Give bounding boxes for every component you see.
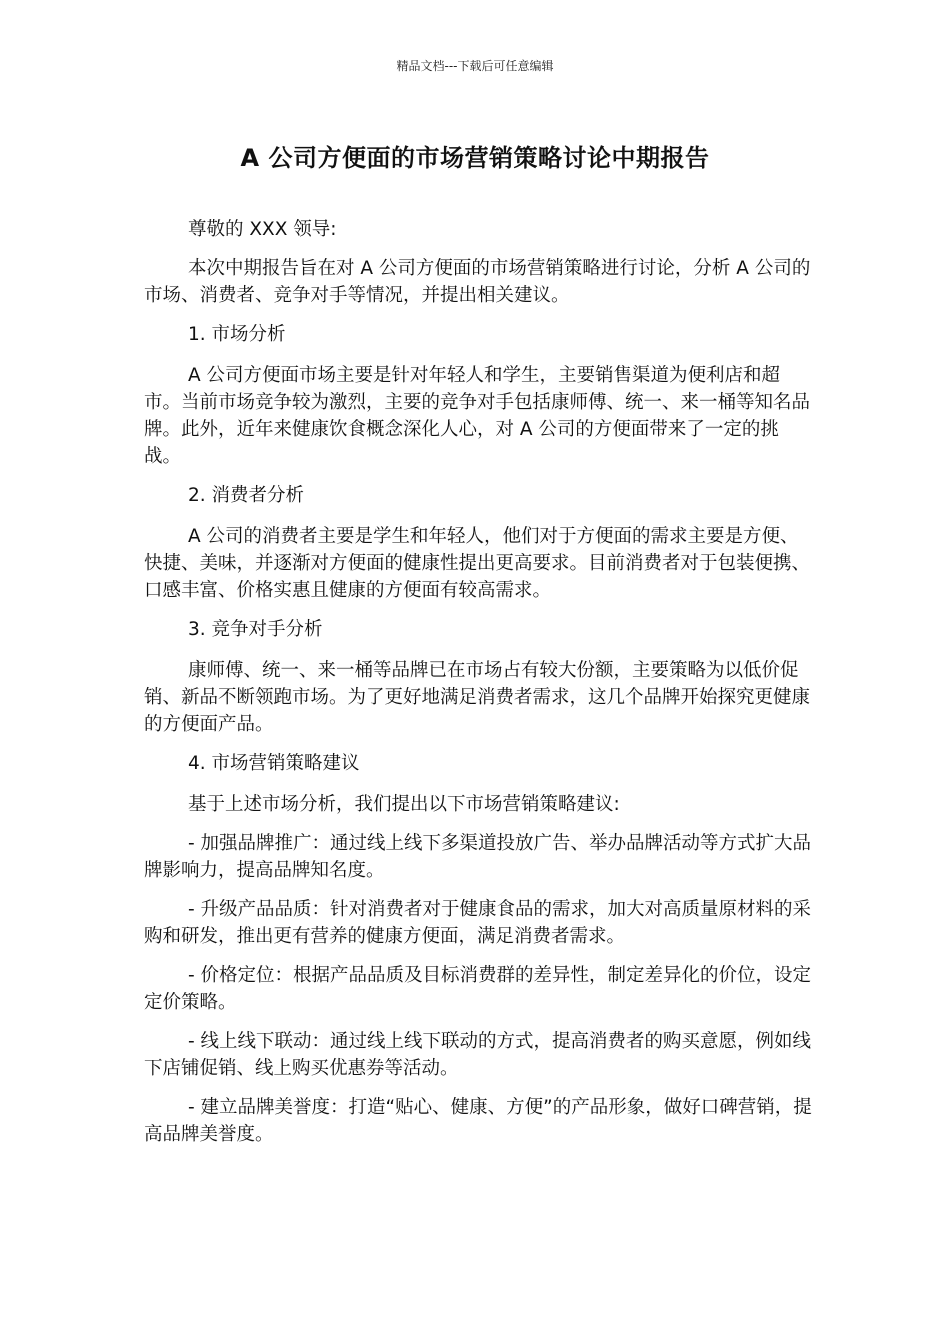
strategy-item-reputation: - 建立品牌美誉度：打造“贴心、健康、方便”的产品形象，做好口碑营销，提高品牌美誉度。: [144, 1097, 812, 1145]
strategy-item-omnichannel: - 线上线下联动：通过线上线下联动的方式，提高消费者的购买意愿，例如线下店铺促销、线上购买优惠券等活动。: [144, 1031, 812, 1079]
section-heading-competitor: 3. 竞争对手分析: [188, 619, 323, 640]
intro-paragraph: 本次中期报告旨在对 A 公司方便面的市场营销策略进行讨论，分析 A 公司的市场、消费者、竞争对手等情况，并提出相关建议。: [144, 258, 811, 306]
consumer-paragraph: A 公司的消费者主要是学生和年轻人，他们对于方便面的需求主要是方便、快捷、美味，并逐渐对方便面的健康性提出更高要求。目前消费者对于包装便携、口感丰富、价格实惠且健康的方便面有较高需求。: [144, 526, 811, 601]
document-title: A 公司方便面的市场营销策略讨论中期报告: [240, 144, 710, 172]
section-heading-strategy: 4. 市场营销策略建议: [188, 753, 360, 774]
strategy-intro: 基于上述市场分析，我们提出以下市场营销策略建议:: [188, 794, 620, 815]
strategy-item-quality: - 升级产品品质：针对消费者对于健康食品的需求，加大对高质量原材料的采购和研发，推出更有营养的健康方便面，满足消费者需求。: [144, 899, 812, 947]
document-body: [144, 216, 812, 1160]
page-header: 精品文档---下载后可任意编辑: [396, 59, 554, 73]
greeting: 尊敬的 XXX 领导:: [188, 219, 337, 240]
strategy-item-brand: - 加强品牌推广：通过线上线下多渠道投放广告、举办品牌活动等方式扩大品牌影响力，提高品牌知名度。: [144, 833, 812, 881]
section-heading-market: 1. 市场分析: [188, 324, 286, 345]
section-heading-consumer: 2. 消费者分析: [188, 485, 305, 506]
market-paragraph: A 公司方便面市场主要是针对年轻人和学生，主要销售渠道为便利店和超市。当前市场竞争较为激烈，主要的竞争对手包括康师傅、统一、来一桶等知名品牌。此外，近年来健康饮食概念深化人心，对 A 公司的方便面带来了一定的挑战。: [144, 365, 811, 467]
competitor-paragraph: 康师傅、统一、来一桶等品牌已在市场占有较大份额，主要策略为以低价促销、新品不断领跑市场。为了更好地满足消费者需求，这几个品牌开始探究更健康的方便面产品。: [144, 660, 811, 735]
strategy-item-price: - 价格定位：根据产品品质及目标消费群的差异性，制定差异化的价位，设定定价策略。: [144, 965, 812, 1013]
